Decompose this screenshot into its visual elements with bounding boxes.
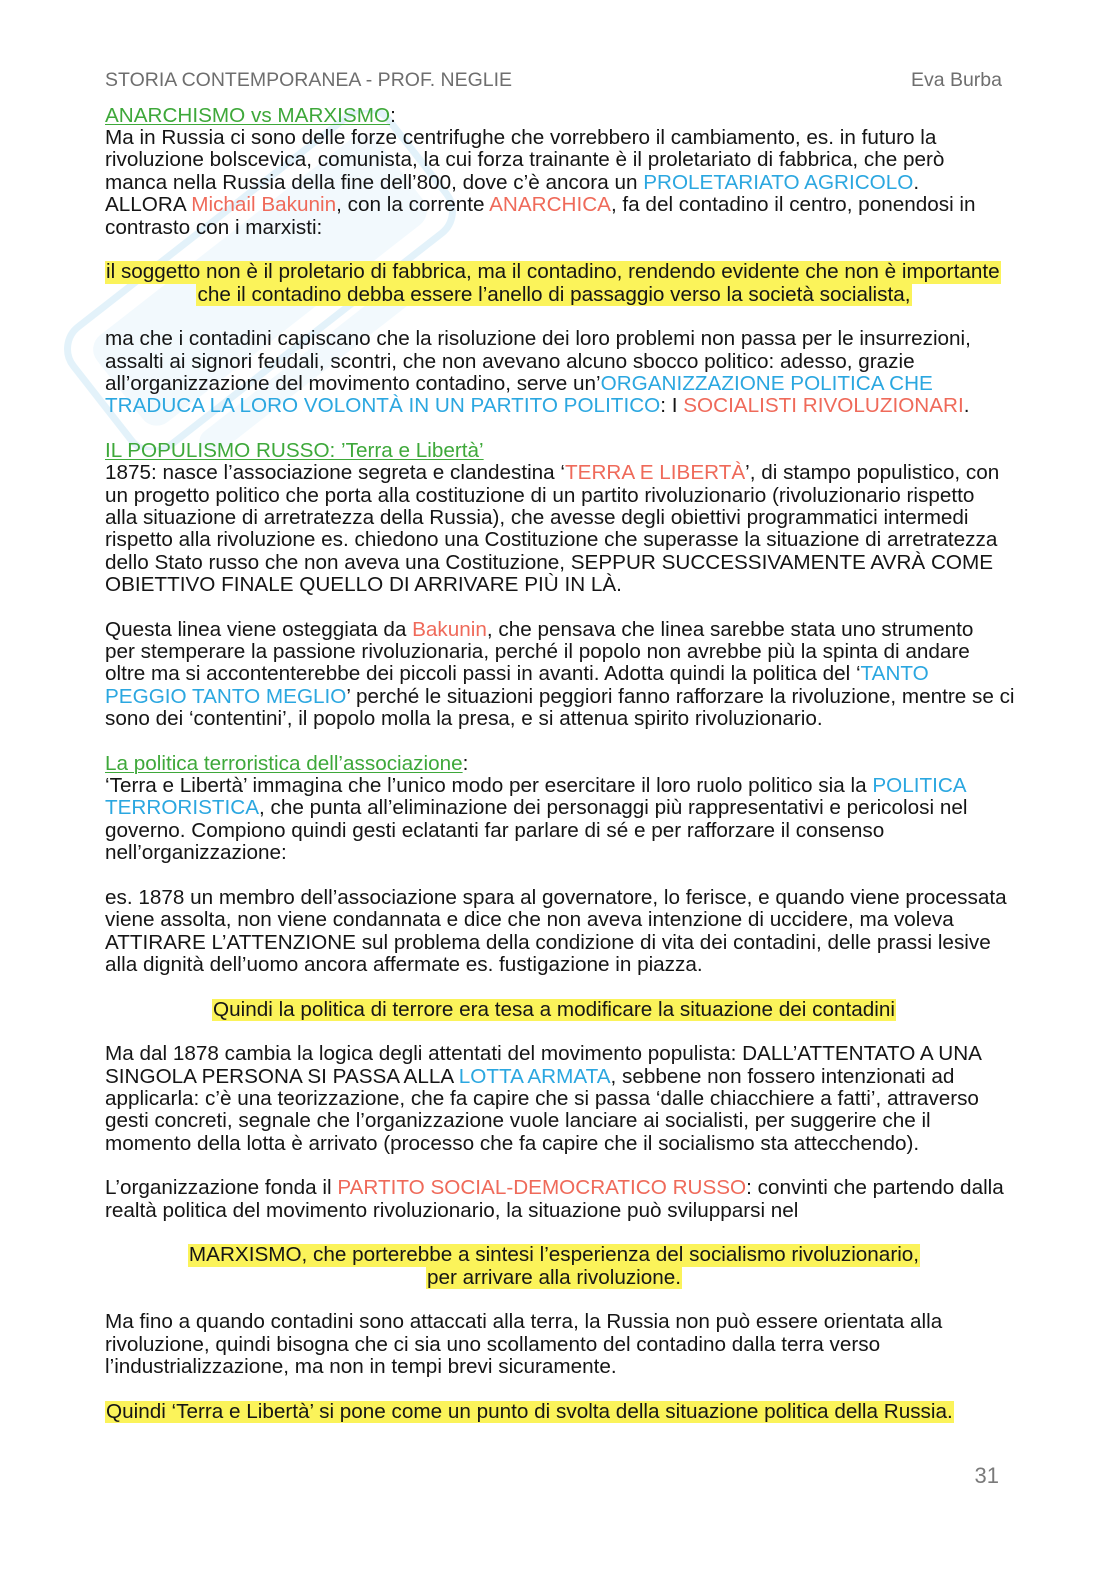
highlighted-text: Quindi ‘Terra e Libertà’ si pone come un punto di svolta della situazione politica della Russia.: [106, 1399, 953, 1423]
text-run: nell’organizzazione:: [105, 841, 287, 865]
paragraph-soggetto-contadino: [105, 261, 1003, 306]
key-concept: TANTO: [860, 662, 929, 686]
text-line: [105, 885, 1007, 909]
text-line: [105, 194, 1003, 216]
paragraph-partito-social-democratico: [105, 1177, 1003, 1222]
text-run: momento della lotta è arrivato (processo che fa capire che il socialismo sta attecchendo).: [105, 1131, 920, 1155]
paragraph-politica-terroristica: [105, 753, 1003, 865]
text-line: [105, 1110, 1003, 1132]
course-title: STORIA CONTEMPORANEA - PROF. NEGLIE: [105, 69, 513, 91]
text-line: [105, 485, 1003, 507]
author-name: Eva Burba: [910, 69, 1002, 91]
paragraph-conclusione: [105, 1401, 1003, 1423]
text-line: [105, 552, 1003, 574]
text-run: , con la corrente: [336, 193, 490, 217]
paragraph-politica-di-terrore: [105, 999, 1003, 1021]
text-run: un progetto politico che porta alla costituzione di un partito rivoluzionario (rivoluzionario rispetto: [105, 483, 975, 507]
text-line: [105, 1200, 1003, 1222]
text-line: [105, 753, 1003, 775]
text-run: Ma in Russia ci sono delle forze centrifughe che vorrebbero il cambiamento, es. in futuro la: [105, 126, 937, 150]
text-line: [105, 261, 1003, 283]
key-concept: PEGGIO TANTO MEGLIO: [105, 684, 347, 708]
text-run: ALLORA: [105, 193, 192, 217]
text-run: .: [913, 170, 920, 194]
text-run: :: [390, 103, 396, 127]
text-run: 1875: nasce l’associazione segreta e clandestina ‘: [105, 461, 566, 485]
text-line: [105, 529, 1003, 551]
text-line: [105, 351, 1003, 373]
text-run: , sebbene non fossero intenzionati ad: [610, 1064, 955, 1088]
text-line: [105, 507, 1003, 529]
text-run: gesti concreti, segnale che l’organizzazione vuole lanciare ai socialisti, per suggerire che il: [105, 1109, 931, 1133]
text-run: governo. Compiono quindi gesti eclatanti far parlare di sé e per rafforzare il consenso: [105, 818, 885, 842]
text-run: , fa del contadino il centro, ponendosi in: [610, 193, 976, 217]
text-run: ‘Terra e Libertà’ immagina che l’unico modo per esercitare il loro ruolo politico sia la: [105, 774, 873, 798]
key-concept: POLITICA: [872, 774, 967, 798]
text-run: alla situazione di arretratezza della Russia), che avesse degli obiettivi programmatici intermedi: [105, 505, 969, 529]
notes-body: [105, 103, 1015, 1423]
text-line: [105, 932, 1003, 954]
text-line: [105, 663, 1003, 685]
paragraph-tanto-peggio: [105, 617, 1015, 731]
text-line: [105, 909, 1003, 931]
text-run: .: [963, 394, 970, 418]
text-line: [105, 775, 1003, 797]
text-run: :: [462, 751, 469, 775]
paragraph-socialisti-rivoluzionari: [105, 328, 1003, 417]
text-run: l’industrializzazione, ma non in tempi brevi sicuramente.: [105, 1355, 617, 1379]
paragraph-anarchismo-marxismo: [105, 105, 1003, 239]
text-run: viene assolta, non viene condannata e dice che non aveva intenzione di uccidere, ma voleva: [105, 908, 954, 932]
text-run: per stemperare la passione rivoluzionaria, perché il popolo non avrebbe più la spinta di andare: [105, 640, 970, 664]
key-concept: TERRORISTICA: [105, 796, 260, 820]
text-line: [105, 708, 1003, 730]
text-line: [105, 574, 1003, 596]
text-run: oltre ma si accontenterebbe dei piccoli passi in avanti. Adotta quindi la politica del ‘: [105, 662, 861, 686]
text-line: [105, 440, 1003, 462]
key-concept: ORGANIZZAZIONE POLITICA CHE: [600, 371, 933, 395]
text-run: applicarla: c’è una teorizzazione, che fa capire che si passa ‘dalle chiacchiere a fatti’, attraverso: [105, 1086, 979, 1110]
text-line: [105, 395, 1003, 417]
highlighted-name: SOCIALISTI RIVOLUZIONARI: [683, 394, 964, 418]
key-concept: PROLETARIATO AGRICOLO: [643, 170, 914, 194]
highlighted-text: il soggetto non è il proletario di fabbrica, ma il contadino, rendendo evidente che non è importante: [106, 260, 1000, 284]
text-line: [105, 1088, 1003, 1110]
text-run: all’organizzazione del movimento contadino, serve un’: [105, 371, 601, 395]
text-line: [105, 462, 1003, 484]
text-run: sono dei ‘contentini’, il popolo molla la presa, e si attenua spirito rivoluzionario.: [105, 707, 823, 731]
paragraph-marxismo-sintesi: [105, 1244, 1003, 1289]
text-line: [105, 1311, 1003, 1333]
key-concept: TRADUCA LA LORO VOLONTÀ IN UN PARTITO POLITICO: [105, 394, 661, 418]
text-line: [105, 172, 1003, 194]
text-line: [105, 149, 1003, 171]
highlighted-text: che il contadino debba essere l’anello di passaggio verso la società socialista,: [197, 282, 911, 306]
highlighted-name: ANARCHICA: [489, 193, 611, 217]
highlighted-name: TERRA E LIBERTÀ: [565, 461, 746, 485]
highlighted-name: PARTITO SOCIAL-DEMOCRATICO RUSSO: [337, 1176, 747, 1200]
text-line: [105, 1066, 1003, 1088]
text-line: [105, 1334, 1003, 1356]
page-number: 31: [974, 1463, 999, 1488]
text-run: alla dignità dell’uomo ancora affermate es. fustigazione in piazza.: [105, 952, 703, 976]
text-run: rivoluzione, quindi bisogna che ci sia uno scollamento del contadino dalla terra verso: [105, 1332, 881, 1356]
text-line: [105, 1133, 1003, 1155]
text-line: [105, 842, 1003, 864]
text-run: Questa linea viene osteggiata da: [105, 617, 413, 641]
text-run: SINGOLA PERSONA SI PASSA ALLA: [105, 1064, 459, 1088]
text-line: [105, 684, 1015, 708]
text-line: [105, 1043, 1003, 1065]
text-run: rivoluzione bolscevica, comunista, la cui forza trainante è il proletariato di fabbrica, che però: [105, 148, 945, 172]
key-concept: LOTTA ARMATA: [458, 1064, 611, 1088]
section-heading: ANARCHISMO vs MARXISMO: [105, 103, 391, 127]
text-line: [105, 127, 1003, 149]
text-run: : convinti che partendo dalla: [746, 1176, 1004, 1200]
highlighted-text: MARXISMO, che porterebbe a sintesi l’esperienza del socialismo rivoluzionario,: [188, 1243, 920, 1267]
highlighted-name: Bakunin: [412, 617, 487, 641]
text-run: , che pensava che linea sarebbe stata uno strumento: [486, 617, 974, 641]
text-run: Ma dal 1878 cambia la logica degli attentati del movimento populista: DALL’ATTENTATO A UNA: [105, 1042, 982, 1066]
text-line: [105, 820, 1003, 842]
text-run: ma che i contadini capiscano che la risoluzione dei loro problemi non passa per le insurrezioni,: [105, 327, 971, 351]
text-line: [105, 1356, 1003, 1378]
text-run: dello Stato russo che non aveva una Costituzione, SEPPUR SUCCESSIVAMENTE AVRÀ COME: [105, 550, 994, 574]
paragraph-esempio-1878: [105, 885, 1007, 976]
text-line: [105, 1267, 1003, 1289]
highlighted-name: Michail Bakunin: [191, 193, 337, 217]
text-run: manca nella Russia della fine dell’800, dove c’è ancora un: [105, 170, 644, 194]
section-heading: IL POPULISMO RUSSO: ’Terra e Libertà’: [105, 438, 484, 462]
text-line: [105, 217, 1003, 239]
text-line: [105, 105, 1003, 127]
text-line: [105, 999, 1003, 1021]
text-line: [105, 641, 1003, 663]
paragraph-populismo-russo: [105, 440, 1003, 596]
text-run: ATTIRARE L’ATTENZIONE sul problema della condizione di vita dei contadini, delle prassi lesive: [105, 930, 991, 954]
text-run: L’organizzazione fonda il: [105, 1176, 338, 1200]
text-run: : I: [660, 394, 684, 418]
text-line: [105, 1401, 1003, 1423]
text-line: [105, 1244, 1003, 1266]
text-line: [105, 1177, 1003, 1199]
paragraph-contadini-terra: [105, 1311, 1003, 1378]
text-run: rispetto alla rivoluzione es. chiedono una Costituzione che superasse la situazione di arretratezza: [105, 528, 998, 552]
text-run: ’ perché le situazioni peggiori fanno rafforzare la rivoluzione, mentre se ci: [346, 684, 1015, 708]
text-run: , che punta all’eliminazione dei personaggi più rappresentativi e pericolosi nel: [259, 796, 968, 820]
text-line: [105, 954, 1003, 976]
text-line: [105, 797, 1003, 819]
highlighted-text: per arrivare alla rivoluzione.: [426, 1265, 682, 1289]
highlighted-text: Quindi la politica di terrore era tesa a modificare la situazione dei contadini: [213, 997, 895, 1021]
text-run: Ma fino a quando contadini sono attaccati alla terra, la Russia non può essere orientata alla: [105, 1310, 943, 1334]
paragraph-lotta-armata: [105, 1043, 1003, 1155]
text-line: [105, 328, 1003, 350]
section-heading: La politica terroristica dell’associazione: [105, 751, 463, 775]
text-run: contrasto con i marxisti:: [105, 215, 323, 239]
text-line: [105, 284, 1003, 306]
text-run: realtà politica del movimento rivoluzionario, la situazione può svilupparsi nel: [105, 1198, 799, 1222]
text-run: es. 1878 un membro dell’associazione spara al governatore, lo ferisce, e quando viene processata: [105, 885, 1007, 909]
text-run: ’, di stampo populistico, con: [745, 461, 1000, 485]
text-line: [105, 619, 1003, 641]
text-line: [105, 373, 1003, 395]
text-run: OBIETTIVO FINALE QUELLO DI ARRIVARE PIÙ IN LÀ.: [105, 573, 622, 597]
text-run: assalti ai signori feudali, scontri, che non avevano alcuno sbocco politico: adesso, grazie: [105, 349, 915, 373]
